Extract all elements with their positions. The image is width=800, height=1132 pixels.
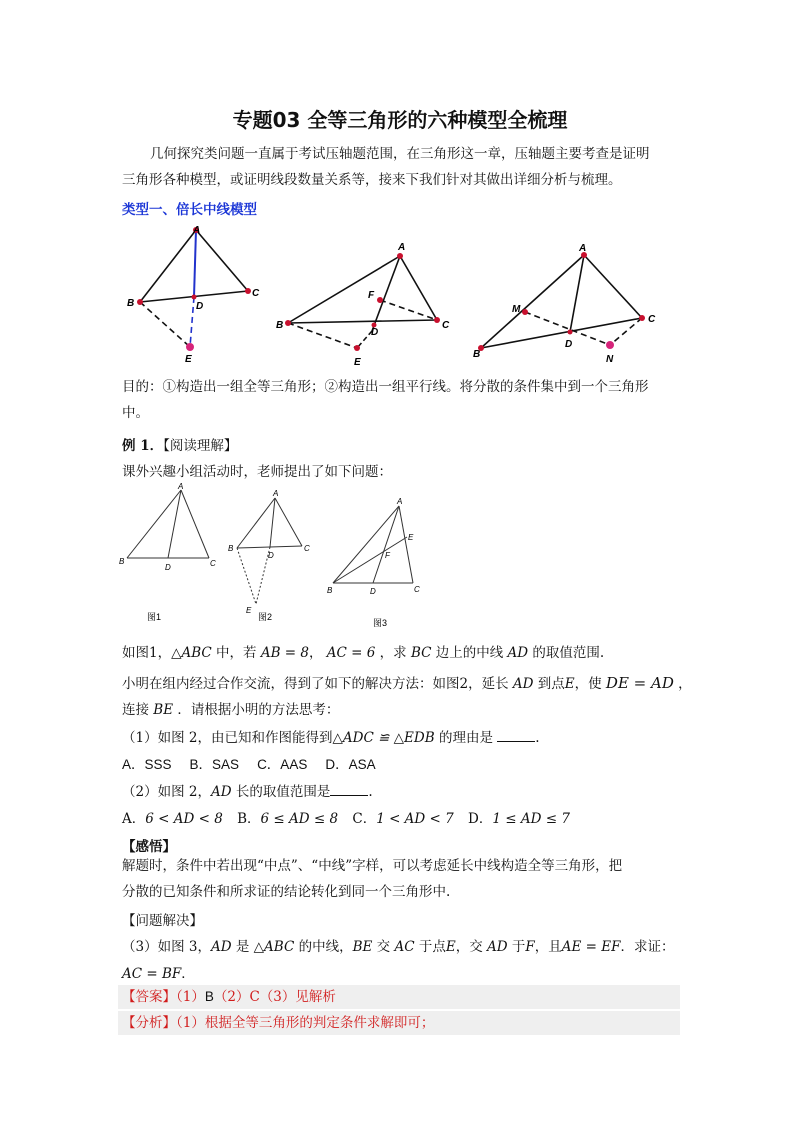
example-desc: 课外兴趣小组活动时，老师提出了如下问题：: [122, 464, 392, 480]
q2-option-a-label: A．: [122, 811, 146, 827]
q-intro-text-3: ，: [308, 645, 327, 661]
f2-label-a: A: [398, 242, 406, 253]
q-intro-text-1: 如图1，: [122, 645, 172, 661]
question-3: [122, 935, 675, 955]
f3-label-b: B: [473, 349, 481, 360]
q1-option-a[interactable]: A．SSS: [122, 757, 172, 772]
answer-tag: 【答案】: [122, 989, 176, 1005]
example-fig-1: [119, 482, 216, 622]
q1-option-c[interactable]: C．AAS: [257, 757, 308, 772]
example-figures: [115, 480, 435, 630]
q1-text-2: 的理由是: [434, 730, 498, 746]
solve-tag: 【问题解决】: [122, 913, 203, 929]
f2-label-c: C: [442, 320, 450, 331]
ex-fig1-caption: 图1: [147, 612, 162, 622]
method-text-5: 连接: [122, 702, 154, 718]
q2-option-c-label: C．: [352, 811, 377, 827]
q3-text-3: 的中线，: [294, 939, 353, 955]
f1-label-d: D: [196, 301, 204, 312]
q3-tri: △ABC: [253, 939, 295, 955]
q2-option-b-expr: 6 ≤ AD ≤ 8: [260, 811, 339, 827]
answer-text-2: （2）C（3）见解析: [213, 989, 336, 1005]
example-fig-3: [327, 497, 420, 628]
answer-value-1: B: [204, 989, 214, 1004]
f3-label-a: A: [579, 243, 587, 254]
intro-paragraph: [122, 141, 682, 193]
q2-option-c-expr: 1 < AD < 7: [376, 811, 454, 827]
q3-text-2: 是: [231, 939, 254, 955]
ex3-label-e: E: [408, 533, 414, 542]
example-label: 例 1．: [122, 438, 164, 454]
analysis-tag: 【分析】: [122, 1015, 176, 1031]
insight-line-2: 分散的已知条件和所求证的结论转化到同一个三角形中.: [122, 884, 451, 900]
q2-ad: AD: [210, 784, 232, 800]
analysis-text: （1）根据全等三角形的判定条件求解即可；: [176, 1015, 435, 1031]
q1-text-3: .: [535, 730, 540, 746]
ex2-label-e: E: [246, 606, 252, 615]
q1-answer-blank[interactable]: [497, 729, 535, 742]
intro-line-2: 三角形各种模型，或证明线段数量关系等，接来下我们针对其做出详细分析与梳理。: [122, 172, 622, 188]
ex-fig2-caption: 图2: [258, 612, 273, 622]
insight-line-1: 解题时，条件中若出现“中点”、“中线”字样，可以考虑延长中线构造全等三角形，把: [122, 858, 623, 874]
ex3-label-a: A: [397, 497, 403, 506]
q-intro-bc: BC: [410, 645, 432, 661]
ex3-label-d: D: [370, 587, 376, 596]
f1-label-c: C: [252, 288, 260, 299]
figure-2: [276, 242, 450, 368]
question-3-line-2: [122, 962, 195, 982]
q3-text-8: ，且: [534, 939, 562, 955]
method-text-2: 到点: [533, 676, 565, 692]
q3-ac-bf: AC = BF: [122, 966, 182, 982]
q2-text-3: .: [368, 784, 373, 800]
ex1-label-a: A: [178, 482, 184, 491]
q3-be: BE: [352, 939, 373, 955]
q-intro-ad: AD: [507, 645, 529, 661]
figure-1: [127, 225, 260, 365]
insight-tag: 【感悟】: [122, 839, 176, 855]
ex3-label-b: B: [327, 586, 333, 595]
f1-label-e: E: [185, 354, 192, 365]
q2-options: [122, 807, 570, 827]
f1-label-a: A: [193, 225, 201, 236]
method-de-ad: DE = AD: [605, 674, 674, 692]
q1-option-d[interactable]: D．ASA: [325, 757, 376, 772]
q1-text-1: （1）如图 2，由已知和作图能得到: [122, 730, 333, 746]
figure-3: [473, 243, 656, 365]
purpose-line-1: 目的：①构造出一组全等三角形；②构造出一组平行线。将分散的条件集中到一个三角形: [122, 379, 649, 395]
q3-text-10: ．: [181, 966, 195, 982]
q3-text-6: ，交: [455, 939, 488, 955]
intro-line-1: 几何探究类问题一直属于考试压轴题范围，在三角形这一章，压轴题主要考查是证明: [150, 146, 650, 162]
q-intro-text-5: 边上的中线: [431, 645, 508, 661]
method-line-1: [122, 672, 692, 692]
q2-text-1: （2）如图 2，: [122, 784, 211, 800]
f3-label-d: D: [565, 339, 573, 350]
q2-option-a[interactable]: [122, 811, 223, 827]
ex2-label-d: D: [268, 551, 274, 560]
insight-paragraph: [122, 853, 682, 905]
answer-text-1: （1）: [176, 989, 205, 1005]
method-line-2: [122, 698, 339, 718]
q-intro-text-6: 的取值范围.: [528, 645, 605, 661]
example-fig-2: [228, 489, 310, 622]
q3-ad-2: AD: [487, 939, 508, 955]
ex2-label-b: B: [228, 544, 234, 553]
page-title: 专题03 全等三角形的六种模型全梳理: [232, 108, 568, 132]
analysis-box: [118, 1011, 680, 1035]
ex3-label-f: F: [385, 551, 390, 560]
q3-text-7: 于: [507, 939, 526, 955]
purpose-paragraph: [122, 374, 682, 426]
example-tag: 【阅读理解】: [163, 438, 238, 454]
q3-text-9: ．求证：: [620, 939, 675, 955]
ex1-label-b: B: [119, 557, 125, 566]
f2-label-f: F: [368, 290, 375, 301]
q2-option-b[interactable]: [237, 811, 338, 827]
q3-e: E: [445, 939, 456, 955]
f2-label-d: D: [371, 327, 379, 338]
q3-ac: AC: [394, 939, 415, 955]
f3-label-m: M: [512, 304, 521, 315]
method-text-3: ，使: [574, 676, 606, 692]
question-intro: [122, 641, 604, 661]
ex2-label-c: C: [304, 544, 310, 553]
q1-congruence: △ADC ≌ △EDB: [332, 730, 435, 746]
ex-fig3-caption: 图3: [373, 618, 388, 628]
q3-ad: AD: [210, 939, 232, 955]
q2-option-d[interactable]: [468, 811, 570, 827]
method-ad: AD: [512, 676, 534, 692]
purpose-line-2: 中。: [122, 405, 149, 421]
q2-option-a-expr: 6 < AD < 8: [145, 811, 223, 827]
f3-label-c: C: [648, 314, 656, 325]
question-1: [122, 726, 540, 746]
q2-answer-blank[interactable]: [330, 783, 368, 796]
q2-option-b-label: B．: [237, 811, 261, 827]
ex2-label-a: A: [273, 489, 279, 498]
f1-label-b: B: [127, 298, 135, 309]
q3-ae-ef: AE = EF: [561, 939, 621, 955]
ex3-label-c: C: [414, 585, 420, 594]
method-be: BE: [153, 702, 174, 718]
q1-option-b[interactable]: B．SAS: [189, 757, 240, 772]
q2-option-d-expr: 1 ≤ AD ≤ 7: [492, 811, 570, 827]
ex1-label-c: C: [210, 559, 216, 568]
q2-option-c[interactable]: [352, 811, 453, 827]
answer-box: [118, 985, 680, 1009]
f3-label-n: N: [606, 354, 614, 365]
q3-text-4: 交: [372, 939, 395, 955]
q-intro-text-4: ，求: [375, 645, 411, 661]
q-intro-ac: AC = 6: [326, 645, 376, 661]
example-header: [122, 434, 237, 454]
type1-heading: 类型一、倍长中线模型: [122, 202, 257, 218]
f2-label-e: E: [354, 357, 361, 368]
top-figures: [110, 220, 690, 370]
question-2: [122, 780, 373, 800]
ex1-label-d: D: [165, 563, 171, 572]
q2-text-2: 长的取值范围是: [231, 784, 331, 800]
q-intro-tri: △ABC: [171, 645, 212, 661]
q-intro-text-2: 中，若: [211, 645, 261, 661]
q1-options: [122, 753, 376, 773]
q-intro-ab: AB = 8: [260, 645, 309, 661]
method-text-6: ．请根据小明的方法思考：: [173, 702, 340, 718]
q3-f: F: [525, 939, 535, 955]
method-text-4: ，: [673, 676, 692, 692]
q2-option-d-label: D．: [468, 811, 493, 827]
f2-label-b: B: [276, 320, 284, 331]
method-e: E: [564, 676, 575, 692]
q3-text-5: 于点: [414, 939, 446, 955]
method-text-1: 小明在组内经过合作交流，得到了如下的解决方法：如图2，延长: [122, 676, 513, 692]
q3-text-1: （3）如图 3，: [122, 939, 211, 955]
